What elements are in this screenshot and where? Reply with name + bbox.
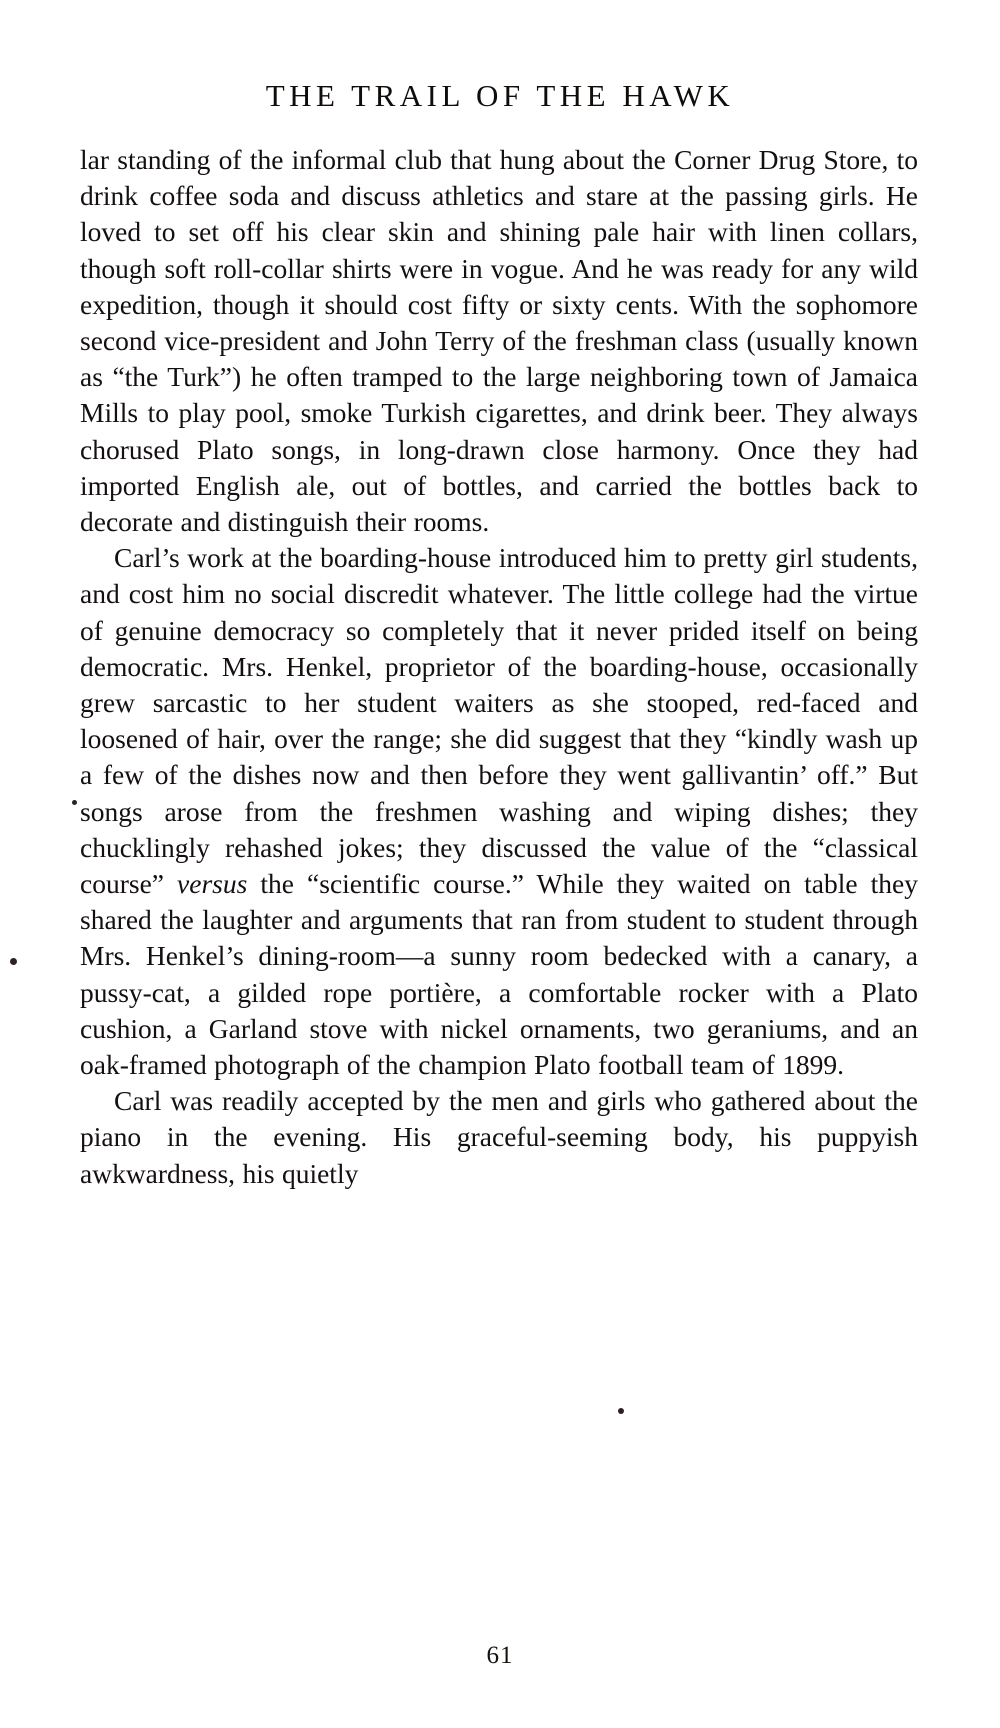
paragraph-3: Carl was readily accepted by the men and girls who gathered about the piano in the evening. His graceful-seeming body, his puppyish awkwardness, his quietly <box>80 1085 918 1189</box>
scan-speck <box>72 800 77 805</box>
paragraph-2-part-2: the “scientific course.” While they waited on table they shared the laughter and arguments that ran from student to student through Mrs. Henkel’s dining-room—a sunny room bedecked with a canary, a pussy-cat, a gilded rope portière, a comfortable rocker with a Plato cushion, a Garland stove with nickel ornaments, two geraniums, and an oak-framed photograph of the champion Plato football team of 1899. <box>80 868 918 1081</box>
page-title: THE TRAIL OF THE HAWK <box>265 78 735 113</box>
body-text <box>80 142 918 1192</box>
book-page <box>0 78 1000 1728</box>
page-number: 61 <box>486 1642 514 1669</box>
paragraph-1: lar standing of the informal club that hung about the Corner Drug Store, to drink coffee soda and discuss athletics and stare at the passing girls. He loved to set off his clear skin and shining pale hair with linen collars, though soft roll-collar shirts were in vogue. And he was ready for any wild expedition, though it should cost fifty or sixty cents. With the sophomore second vice-president and John Terry of the freshman class (usually known as “the Turk”) he often tramped to the large neighboring town of Jamaica Mills to play pool, smoke Turkish cigarettes, and drink beer. They always chorused Plato songs, in long-drawn close harmony. Once they had imported English ale, out of bottles, and carried the bottles back to decorate and distinguish their rooms. <box>80 144 918 538</box>
scan-speck <box>10 958 17 965</box>
paragraph-2-part-1: Carl’s work at the boarding-house introduced him to pretty girl students, and cost him no social discredit whatever. The little college had the virtue of genuine democracy so completely that it never prided itself on being democratic. Mrs. Henkel, proprietor of the boarding-house, occasionally grew sarcastic to her student waiters as she stooped, red-faced and loosened of hair, over the range; she did suggest that they “kindly wash up a few of the dishes now and then before they went gallivantin’ off.” But songs arose from the freshmen washing and wiping dishes; they chucklingly rehashed jokes; they discussed the value of the “classical course” <box>80 542 918 900</box>
scan-speck <box>618 1408 624 1414</box>
emphasized-word: versus <box>177 868 248 900</box>
paragraph-2 <box>80 540 918 1083</box>
